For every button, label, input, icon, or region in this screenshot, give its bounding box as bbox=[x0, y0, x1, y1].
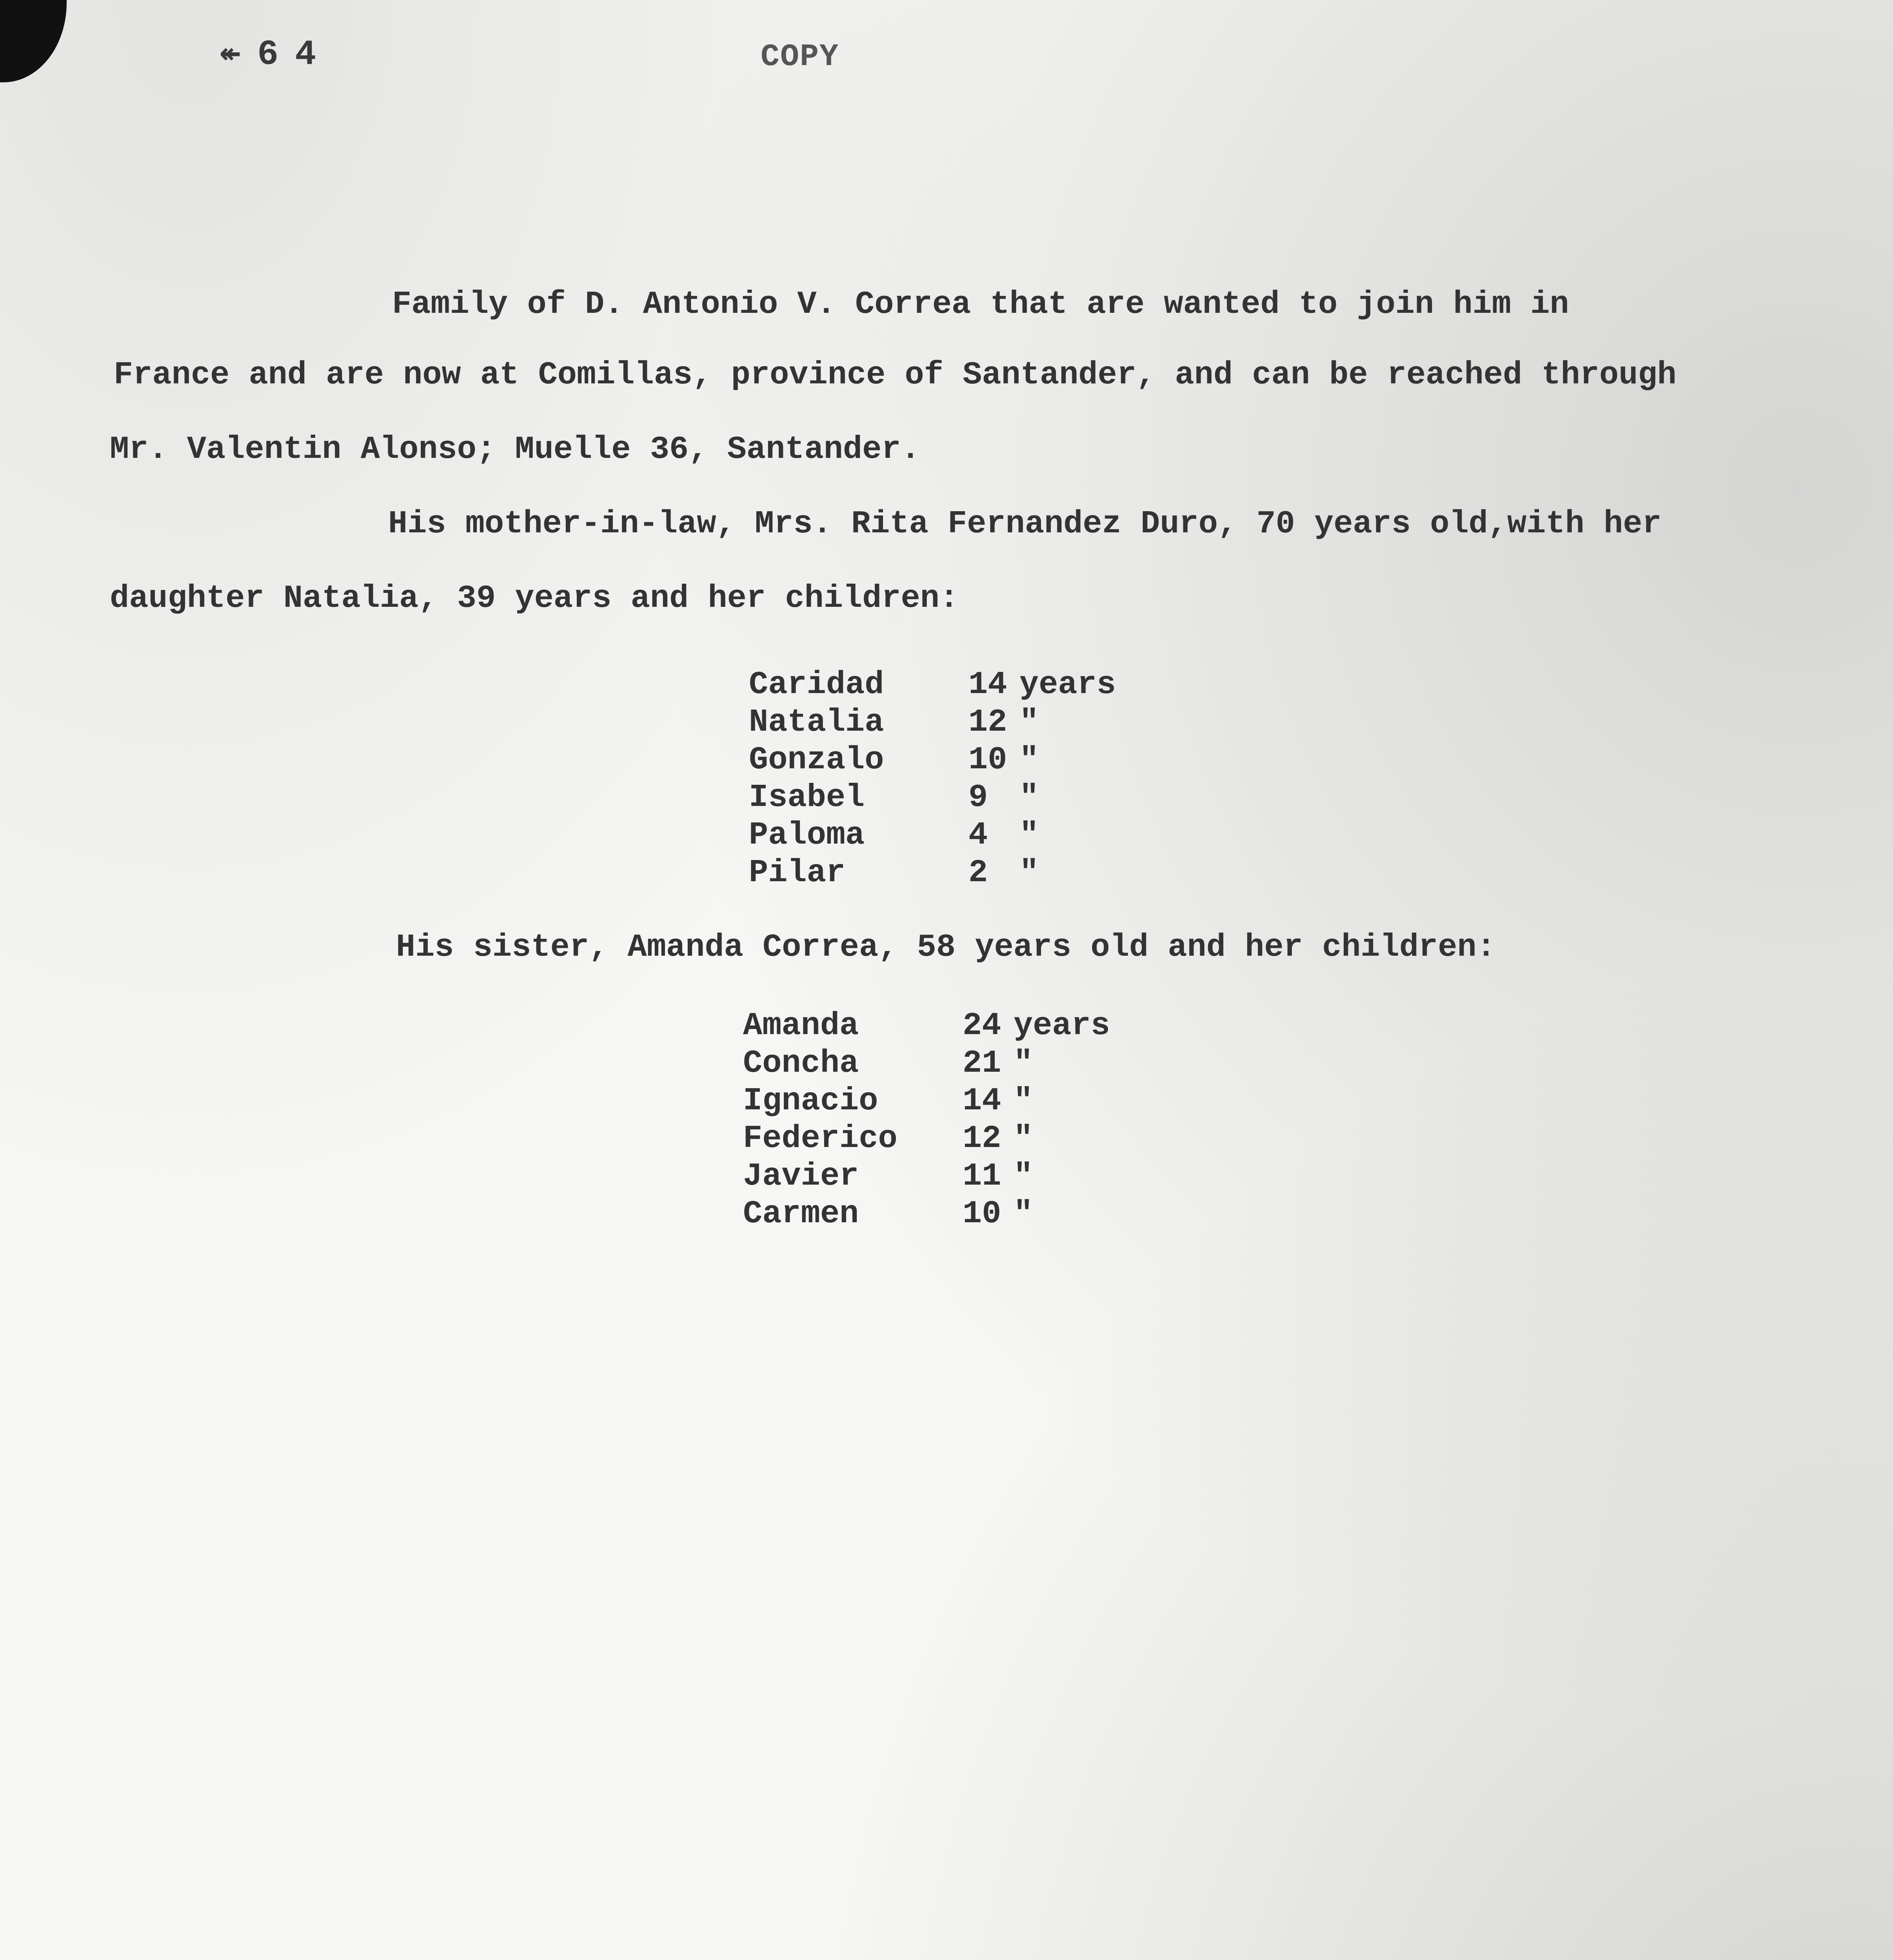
age-unit: " bbox=[1019, 779, 1039, 816]
child-name: Javier bbox=[743, 1158, 859, 1194]
list-item bbox=[749, 779, 1180, 817]
list-item bbox=[743, 1196, 1174, 1233]
age-unit: " bbox=[1019, 855, 1039, 891]
child-name: Paloma bbox=[749, 817, 865, 853]
list-item bbox=[749, 855, 1180, 892]
natalia-children-list bbox=[749, 666, 1180, 892]
child-age: 12 bbox=[968, 704, 1007, 740]
mother-in-law-line-2: daughter Natalia, 39 years and her children: bbox=[110, 580, 959, 617]
child-name: Caridad bbox=[749, 666, 884, 703]
child-age: 12 bbox=[963, 1120, 1001, 1157]
age-unit: " bbox=[1014, 1120, 1033, 1157]
child-name: Isabel bbox=[749, 779, 865, 816]
child-name: Amanda bbox=[743, 1007, 859, 1044]
list-item bbox=[743, 1007, 1174, 1045]
child-age: 24 bbox=[963, 1007, 1001, 1044]
list-item bbox=[749, 666, 1180, 704]
list-item bbox=[743, 1120, 1174, 1158]
child-name: Natalia bbox=[749, 704, 884, 740]
age-unit: " bbox=[1014, 1045, 1033, 1082]
child-name: Pilar bbox=[749, 855, 846, 891]
age-unit: years bbox=[1014, 1007, 1110, 1044]
intro-line-2: France and are now at Comillas, province of Santander, and can be reached through bbox=[114, 357, 1677, 393]
mother-in-law-line-1: His mother-in-law, Mrs. Rita Fernandez Duro, 70 years old,with her bbox=[388, 506, 1662, 542]
age-unit: " bbox=[1014, 1158, 1033, 1194]
child-age: 10 bbox=[963, 1196, 1001, 1232]
child-age: 10 bbox=[968, 742, 1007, 778]
child-age: 4 bbox=[968, 817, 988, 853]
list-item bbox=[743, 1083, 1174, 1120]
child-name: Concha bbox=[743, 1045, 859, 1082]
child-age: 21 bbox=[963, 1045, 1001, 1082]
list-item bbox=[743, 1045, 1174, 1083]
child-name: Carmen bbox=[743, 1196, 859, 1232]
child-age: 9 bbox=[968, 779, 988, 816]
age-unit: " bbox=[1019, 817, 1039, 853]
list-item bbox=[743, 1158, 1174, 1196]
child-age: 2 bbox=[968, 855, 988, 891]
intro-line-1: Family of D. Antonio V. Correa that are wanted to join him in bbox=[392, 286, 1569, 323]
age-unit: years bbox=[1019, 666, 1116, 703]
intro-line-3: Mr. Valentin Alonso; Muelle 36, Santander. bbox=[110, 431, 920, 468]
child-age: 11 bbox=[963, 1158, 1001, 1194]
child-name: Gonzalo bbox=[749, 742, 884, 778]
amanda-children-list bbox=[743, 1007, 1174, 1233]
child-name: Ignacio bbox=[743, 1083, 878, 1119]
marginal-handwritten-mark: ↞ 6 4 bbox=[220, 35, 314, 75]
age-unit: " bbox=[1014, 1083, 1033, 1119]
list-item bbox=[749, 704, 1180, 742]
child-name: Federico bbox=[743, 1120, 897, 1157]
age-unit: " bbox=[1019, 742, 1039, 778]
age-unit: " bbox=[1014, 1196, 1033, 1232]
list-item bbox=[749, 742, 1180, 779]
corner-ink-blot bbox=[0, 0, 67, 82]
child-age: 14 bbox=[968, 666, 1007, 703]
copy-heading: COPY bbox=[761, 39, 839, 75]
sister-line: His sister, Amanda Correa, 58 years old and her children: bbox=[396, 929, 1496, 965]
child-age: 14 bbox=[963, 1083, 1001, 1119]
list-item bbox=[749, 817, 1180, 855]
age-unit: " bbox=[1019, 704, 1039, 740]
